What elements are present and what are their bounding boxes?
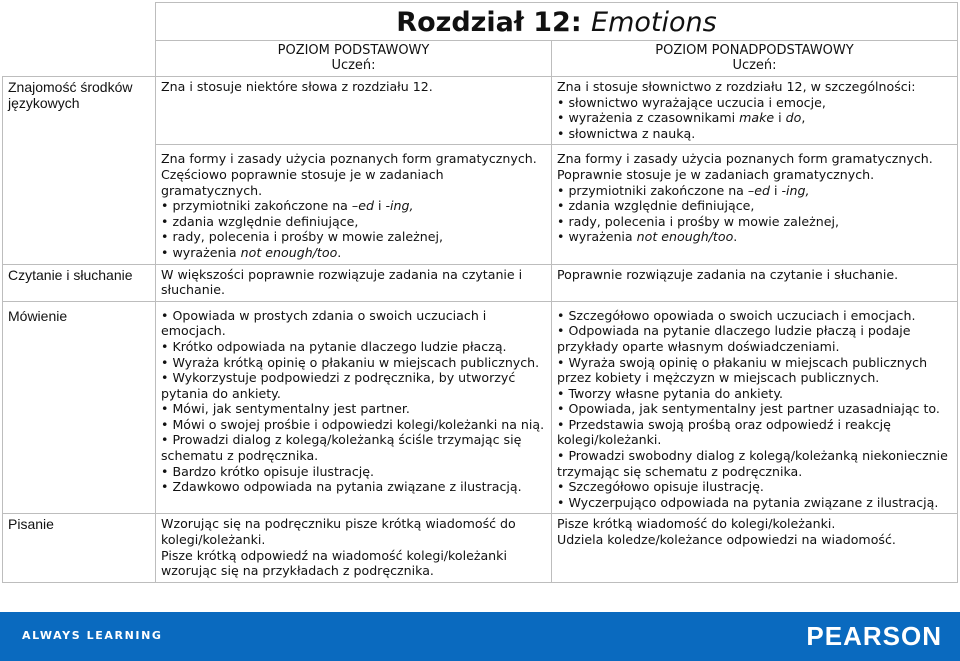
resources-advanced-intro: Zna i stosuje słownictwo z rozdziału 12, w szczególności: <box>557 79 916 94</box>
level-header-row <box>3 41 958 77</box>
level-advanced-who: Uczeń: <box>732 58 777 73</box>
grammar-bullet: • zdania względnie definiujące, <box>161 214 546 230</box>
bullet-text: wyrażenia z czasownikami <box>568 110 740 126</box>
speaking-bullet: • Wyraża krótką opinię o płakaniu w miejscach publicznych. <box>161 355 546 371</box>
bullet-text: , <box>801 110 806 126</box>
grammar-advanced <box>552 145 958 264</box>
bullet-text: przymiotniki zakończone na <box>568 182 748 198</box>
level-basic-name: POZIOM PODSTAWOWY <box>277 43 430 58</box>
speaking-advanced <box>552 301 958 514</box>
bullet-text: i <box>769 182 782 198</box>
grammar-basic-line: Zna formy i zasady użycia poznanych form gramatycznych. <box>161 151 537 167</box>
bullet-text: wyrażenia <box>568 229 637 245</box>
grammar-basic <box>156 145 552 264</box>
row-reading <box>3 264 958 301</box>
italic-word: –ed <box>351 198 374 214</box>
speaking-bullet: • Opowiada w prostych zdania o swoich uczuciach i emocjach. <box>161 308 546 339</box>
speaking-bullet: • Bardzo krótko opisuje ilustrację. <box>161 464 546 480</box>
speaking-bullet: • Szczegółowo opisuje ilustrację. <box>557 479 952 495</box>
grammar-bullet <box>557 183 952 199</box>
italic-word: make <box>739 110 775 126</box>
curriculum-table <box>2 2 958 583</box>
speaking-basic <box>156 301 552 514</box>
row-speaking <box>3 301 958 514</box>
writing-basic-line: Pisze krótką odpowiedź na wiadomość kolegi/koleżanki wzorując się na przykładach z podręcznika. <box>161 547 507 579</box>
level-advanced-name: POZIOM PONADPODSTAWOWY <box>655 43 854 58</box>
resources-basic-text: Zna i stosuje niektóre słowa z rozdziału 12. <box>161 79 433 94</box>
category-resources: Znajomość środków językowych <box>3 77 156 265</box>
bullet-text: . <box>337 244 342 260</box>
grammar-bullet <box>161 245 546 261</box>
speaking-bullet: • Wyraża swoją opinię o płakaniu w miejscach publicznych przez kobiety i mężczyzn w miejscach publicznych. <box>557 355 952 386</box>
level-basic-who: Uczeń: <box>331 58 376 73</box>
writing-basic-line: Wzorując się na podręczniku pisze krótką wiadomość do kolegi/koleżanki. <box>161 516 516 548</box>
speaking-bullet: • Szczegółowo opowiada o swoich uczuciach i emocjach. <box>557 308 952 324</box>
footer-bar <box>0 612 960 661</box>
resources-advanced-bullet <box>557 110 952 126</box>
title-main: Rozdział 12: <box>396 7 592 38</box>
grammar-basic-line: Częściowo poprawnie stosuje je w zadaniach gramatycznych. <box>161 166 444 198</box>
italic-word: -ing, <box>781 182 810 198</box>
bullet-text: wyrażenia <box>172 244 241 260</box>
speaking-bullet: • Odpowiada na pytanie dlaczego ludzie płaczą i podaje przykłady oparte własnym doświadczeniami. <box>557 323 952 354</box>
grammar-advanced-line: Zna formy i zasady użycia poznanych form gramatycznych. <box>557 151 933 167</box>
level-basic-header <box>156 41 552 77</box>
speaking-bullet: • Mówi, jak sentymentalny jest partner. <box>161 401 546 417</box>
resources-advanced <box>552 77 958 145</box>
speaking-bullet: • Zdawkowo odpowiada na pytania związane z ilustracją. <box>161 479 546 495</box>
speaking-bullet: • Mówi o swojej prośbie i odpowiedzi kolegi/koleżanki na nią. <box>161 417 546 433</box>
page-title <box>156 3 958 41</box>
speaking-bullet: • Opowiada, jak sentymentalny jest partner uzasadniając to. <box>557 401 952 417</box>
italic-word: –ed <box>747 182 770 198</box>
title-sub: Emotions <box>591 7 717 38</box>
speaking-bullet: • Prowadzi dialog z kolegą/koleżanką ściśle trzymając się schematu z podręcznika. <box>161 432 546 463</box>
row-writing <box>3 514 958 582</box>
italic-word: do <box>785 110 802 126</box>
grammar-bullet: • rady, polecenia i prośby w mowie zależnej, <box>161 229 546 245</box>
bullet-text: i <box>774 110 786 126</box>
grammar-bullet: • rady, polecenia i prośby w mowie zależnej, <box>557 214 952 230</box>
category-writing: Pisanie <box>3 514 156 582</box>
writing-advanced-line: Pisze krótką wiadomość do kolegi/koleżanki. <box>557 516 836 532</box>
reading-basic: W większości poprawnie rozwiązuje zadania na czytanie i słuchanie. <box>156 264 552 301</box>
bullet-text: . <box>733 229 738 245</box>
grammar-bullet <box>161 198 546 214</box>
resources-advanced-bullet: • słownictwo wyrażające uczucia i emocje, <box>557 95 952 111</box>
speaking-bullet: • Tworzy własne pytania do ankiety. <box>557 386 952 402</box>
row-resources <box>3 77 958 145</box>
category-speaking: Mówienie <box>3 301 156 514</box>
grammar-bullet: • zdania względnie definiujące, <box>557 198 952 214</box>
italic-word: not enough/too <box>636 229 734 245</box>
writing-advanced-line: Udziela koledze/koleżance odpowiedzi na wiadomość. <box>557 532 896 548</box>
grammar-advanced-line: Poprawnie stosuje je w zadaniach gramatycznych. <box>557 166 875 182</box>
speaking-bullet: • Prowadzi swobodny dialog z kolegą/koleżanką niekoniecznie trzymając się schematu z podręcznika. <box>557 448 952 479</box>
pearson-logo: PEARSON <box>806 621 942 651</box>
writing-basic <box>156 514 552 582</box>
speaking-bullet: • Wykorzystuje podpowiedzi z podręcznika, by utworzyć pytania do ankiety. <box>161 370 546 401</box>
resources-advanced-bullet: • słownictwa z nauką. <box>557 126 952 142</box>
grammar-bullet <box>557 229 952 245</box>
writing-advanced <box>552 514 958 582</box>
title-row <box>3 3 958 41</box>
speaking-bullet: • Krótko odpowiada na pytanie dlaczego ludzie płaczą. <box>161 339 546 355</box>
category-reading: Czytanie i słuchanie <box>3 264 156 301</box>
speaking-bullet: • Wyczerpująco odpowiada na pytania związane z ilustracją. <box>557 495 952 511</box>
footer-tagline: ALWAYS LEARNING <box>22 629 163 642</box>
reading-advanced: Poprawnie rozwiązuje zadania na czytanie i słuchanie. <box>552 264 958 301</box>
resources-basic <box>156 77 552 145</box>
italic-word: not enough/too <box>240 244 338 260</box>
bullet-text: i <box>373 198 386 214</box>
bullet-text: przymiotniki zakończone na <box>172 198 352 214</box>
level-advanced-header <box>552 41 958 77</box>
speaking-bullet: • Przedstawia swoją prośbą oraz odpowiedź i reakcję kolegi/koleżanki. <box>557 417 952 448</box>
italic-word: -ing, <box>385 198 414 214</box>
